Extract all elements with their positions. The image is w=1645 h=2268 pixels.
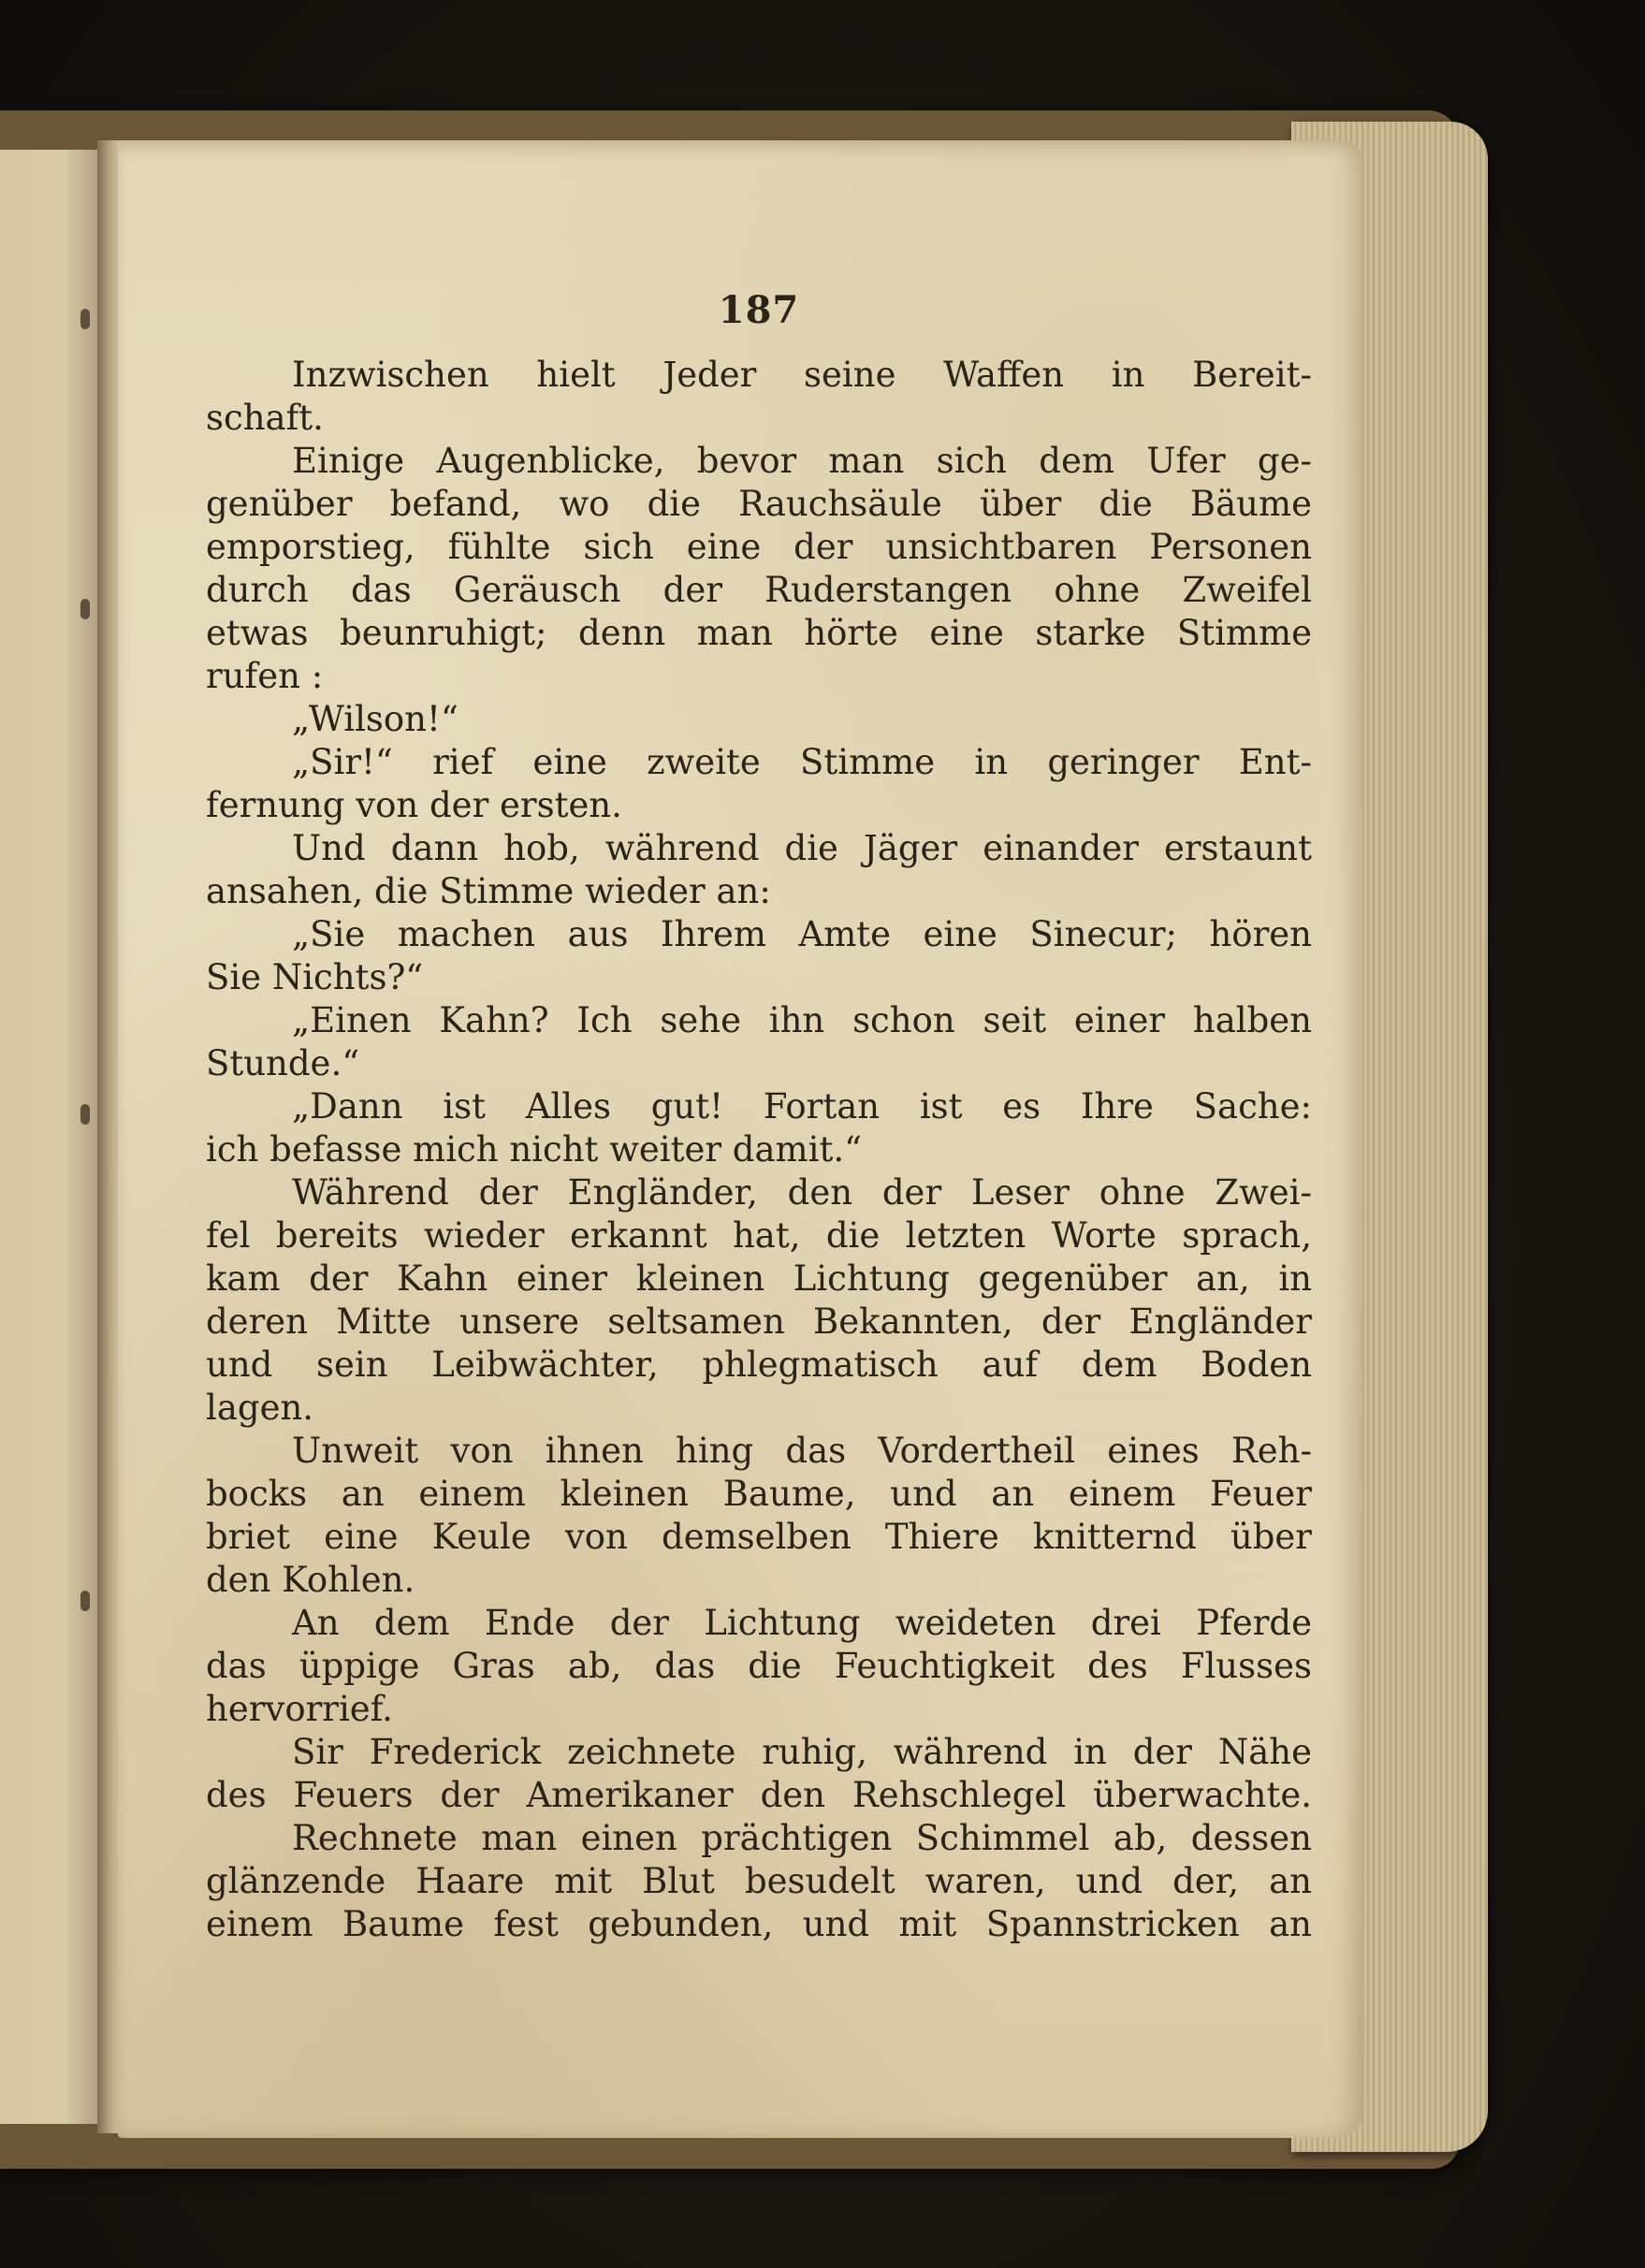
- page-text: [206, 354, 1312, 1946]
- text-line: Einige Augenblicke, bevor man sich dem Ufer ge-: [292, 441, 1312, 481]
- text-line: Und dann hob, während die Jäger einander erstaunt: [292, 828, 1312, 868]
- text-line: Während der Engländer, den der Leser ohne Zwei-: [292, 1172, 1312, 1213]
- text-line: Sie Nichts?“: [206, 957, 424, 997]
- text-line: „Dann ist Alles gut! Fortan ist es Ihre Sache:: [292, 1086, 1312, 1127]
- text-line: Stunde.“: [206, 1043, 360, 1083]
- text-line: briet eine Keule von demselben Thiere knitternd über: [206, 1517, 1312, 1557]
- text-line: etwas beunruhigt; denn man hörte eine starke Stimme: [206, 613, 1312, 653]
- text-line: kam der Kahn einer kleinen Lichtung gegenüber an, in: [206, 1258, 1312, 1299]
- book-page: [118, 140, 1362, 2138]
- left-facing-page: [0, 150, 108, 2124]
- binding-stitch: [80, 309, 90, 329]
- text-line: lagen.: [206, 1388, 314, 1428]
- text-line: genüber befand, wo die Rauchsäule über die Bäume: [206, 484, 1312, 524]
- text-line: deren Mitte unsere seltsamen Bekannten, der Engländer: [206, 1301, 1312, 1342]
- text-line: emporstieg, fühlte sich eine der unsichtbaren Personen: [206, 527, 1312, 567]
- text-line: „Einen Kahn? Ich sehe ihn schon seit einer halben: [292, 1000, 1312, 1040]
- text-line: „Wilson!“: [292, 699, 459, 739]
- text-line: schaft.: [206, 398, 324, 438]
- text-line: fel bereits wieder erkannt hat, die letzten Worte sprach,: [206, 1215, 1312, 1256]
- text-line: fernung von der ersten.: [206, 785, 622, 825]
- text-line: Rechnete man einen prächtigen Schimmel ab, dessen: [292, 1818, 1312, 1858]
- text-line: den Kohlen.: [206, 1560, 415, 1600]
- text-line: durch das Geräusch der Ruderstangen ohne Zweifel: [206, 570, 1312, 610]
- text-line: An dem Ende der Lichtung weideten drei Pferde: [292, 1603, 1312, 1643]
- text-line: hervorrief.: [206, 1689, 393, 1729]
- text-line: ansahen, die Stimme wieder an:: [206, 871, 771, 911]
- binding-stitch: [80, 599, 90, 619]
- binding-stitch: [80, 1104, 90, 1125]
- text-line: ich befasse mich nicht weiter damit.“: [206, 1129, 863, 1170]
- page-number: 187: [718, 288, 800, 332]
- text-line: des Feuers der Amerikaner den Rehschlegel überwachte.: [206, 1775, 1312, 1815]
- text-line: Sir Frederick zeichnete ruhig, während in der Nähe: [292, 1732, 1312, 1772]
- text-line: Unweit von ihnen hing das Vordertheil eines Reh-: [292, 1431, 1312, 1471]
- text-line: glänzende Haare mit Blut besudelt waren, und der, an: [206, 1861, 1312, 1901]
- binding-stitch: [80, 1591, 90, 1611]
- text-line: bocks an einem kleinen Baume, und an einem Feuer: [206, 1474, 1312, 1514]
- text-line: Inzwischen hielt Jeder seine Waffen in Bereit-: [292, 355, 1312, 395]
- text-line: und sein Leibwächter, phlegmatisch auf dem Boden: [206, 1345, 1312, 1385]
- text-line: einem Baume fest gebunden, und mit Spannstricken an: [206, 1904, 1312, 1944]
- text-line: „Sir!“ rief eine zweite Stimme in geringer Ent-: [292, 742, 1312, 782]
- text-line: rufen :: [206, 656, 324, 696]
- text-line: „Sie machen aus Ihrem Amte eine Sinecur; hören: [292, 914, 1312, 954]
- text-line: das üppige Gras ab, das die Feuchtigkeit des Flusses: [206, 1646, 1312, 1686]
